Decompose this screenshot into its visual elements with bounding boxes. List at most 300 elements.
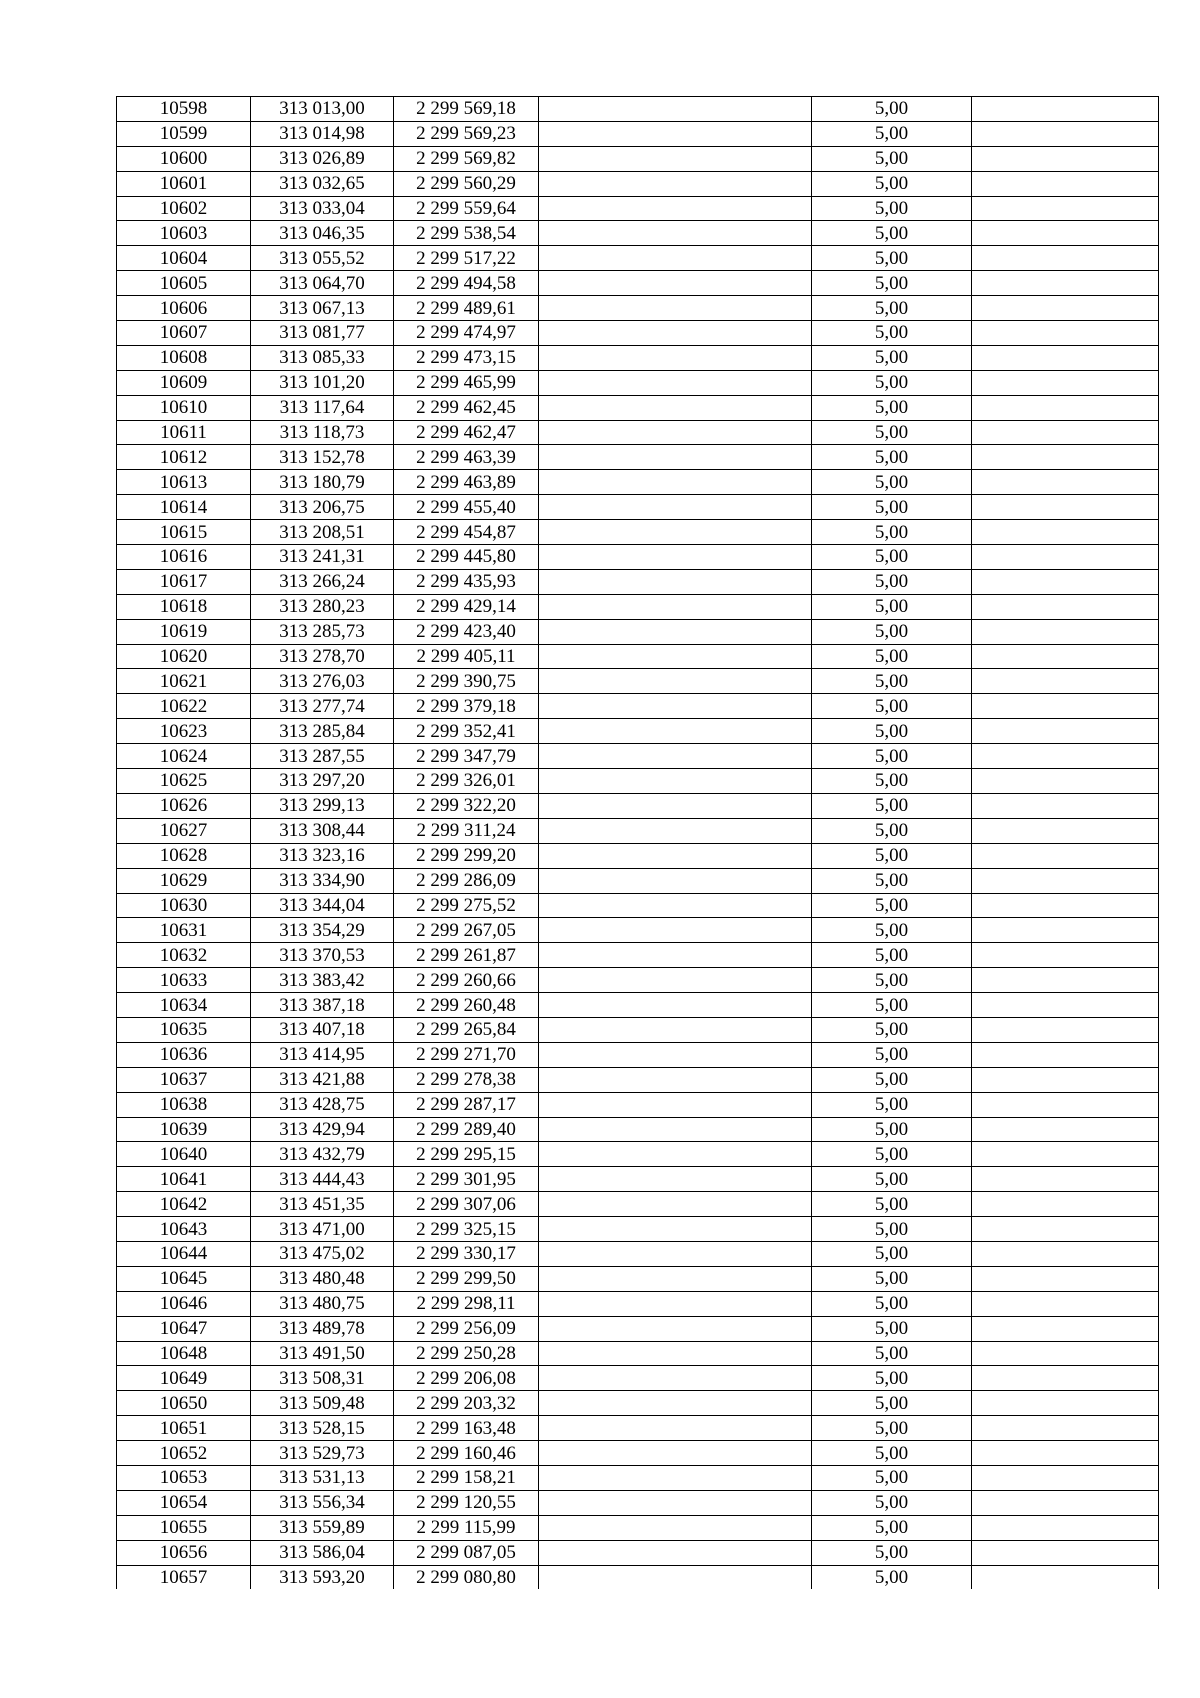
x-coordinate-cell: 313 026,89 [251, 146, 394, 171]
empty-cell [972, 1117, 1159, 1142]
x-coordinate-cell: 313 033,04 [251, 196, 394, 221]
value-cell: 5,00 [812, 1366, 972, 1391]
table-row [117, 769, 1159, 794]
empty-cell [539, 569, 812, 594]
value-cell: 5,00 [812, 569, 972, 594]
value-cell: 5,00 [812, 993, 972, 1018]
value-cell: 5,00 [812, 1291, 972, 1316]
y-coordinate-cell: 2 299 435,93 [394, 569, 539, 594]
empty-cell [972, 569, 1159, 594]
value-cell: 5,00 [812, 1441, 972, 1466]
empty-cell [539, 1540, 812, 1565]
empty-cell [539, 769, 812, 794]
point-number-cell: 10600 [117, 146, 251, 171]
y-coordinate-cell: 2 299 473,15 [394, 345, 539, 370]
point-number-cell: 10623 [117, 719, 251, 744]
x-coordinate-cell: 313 480,75 [251, 1291, 394, 1316]
table-row [117, 495, 1159, 520]
empty-cell [539, 1441, 812, 1466]
table-row [117, 345, 1159, 370]
point-number-cell: 10632 [117, 943, 251, 968]
point-number-cell: 10605 [117, 271, 251, 296]
value-cell: 5,00 [812, 545, 972, 570]
empty-cell [539, 1067, 812, 1092]
empty-cell [972, 1316, 1159, 1341]
y-coordinate-cell: 2 299 286,09 [394, 868, 539, 893]
value-cell: 5,00 [812, 1515, 972, 1540]
empty-cell [539, 993, 812, 1018]
value-cell: 5,00 [812, 1391, 972, 1416]
point-number-cell: 10613 [117, 470, 251, 495]
empty-cell [539, 1515, 812, 1540]
point-number-cell: 10608 [117, 345, 251, 370]
empty-cell [539, 520, 812, 545]
empty-cell [539, 1092, 812, 1117]
empty-cell [972, 520, 1159, 545]
value-cell: 5,00 [812, 694, 972, 719]
value-cell: 5,00 [812, 1341, 972, 1366]
table-row [117, 121, 1159, 146]
point-number-cell: 10646 [117, 1291, 251, 1316]
y-coordinate-cell: 2 299 538,54 [394, 221, 539, 246]
value-cell: 5,00 [812, 345, 972, 370]
y-coordinate-cell: 2 299 322,20 [394, 793, 539, 818]
point-number-cell: 10624 [117, 744, 251, 769]
empty-cell [972, 818, 1159, 843]
point-number-cell: 10633 [117, 968, 251, 993]
y-coordinate-cell: 2 299 379,18 [394, 694, 539, 719]
point-number-cell: 10627 [117, 818, 251, 843]
x-coordinate-cell: 313 046,35 [251, 221, 394, 246]
value-cell: 5,00 [812, 321, 972, 346]
x-coordinate-cell: 313 529,73 [251, 1441, 394, 1466]
value-cell: 5,00 [812, 296, 972, 321]
value-cell: 5,00 [812, 793, 972, 818]
x-coordinate-cell: 313 428,75 [251, 1092, 394, 1117]
point-number-cell: 10630 [117, 893, 251, 918]
x-coordinate-cell: 313 297,20 [251, 769, 394, 794]
point-number-cell: 10609 [117, 370, 251, 395]
value-cell: 5,00 [812, 744, 972, 769]
table-row [117, 321, 1159, 346]
empty-cell [972, 146, 1159, 171]
point-number-cell: 10625 [117, 769, 251, 794]
empty-cell [539, 1117, 812, 1142]
y-coordinate-cell: 2 299 160,46 [394, 1441, 539, 1466]
point-number-cell: 10657 [117, 1565, 251, 1589]
value-cell: 5,00 [812, 1142, 972, 1167]
table-row [117, 271, 1159, 296]
empty-cell [972, 868, 1159, 893]
empty-cell [972, 769, 1159, 794]
x-coordinate-cell: 313 556,34 [251, 1490, 394, 1515]
x-coordinate-cell: 313 414,95 [251, 1042, 394, 1067]
point-number-cell: 10631 [117, 918, 251, 943]
empty-cell [972, 968, 1159, 993]
table-row [117, 594, 1159, 619]
table-row [117, 221, 1159, 246]
empty-cell [539, 470, 812, 495]
y-coordinate-cell: 2 299 203,32 [394, 1391, 539, 1416]
x-coordinate-cell: 313 323,16 [251, 843, 394, 868]
x-coordinate-cell: 313 451,35 [251, 1192, 394, 1217]
empty-cell [539, 793, 812, 818]
coordinates-table [116, 96, 1159, 1589]
empty-cell [972, 744, 1159, 769]
value-cell: 5,00 [812, 918, 972, 943]
y-coordinate-cell: 2 299 087,05 [394, 1540, 539, 1565]
x-coordinate-cell: 313 480,48 [251, 1266, 394, 1291]
table-row [117, 1316, 1159, 1341]
y-coordinate-cell: 2 299 463,39 [394, 445, 539, 470]
table-row [117, 793, 1159, 818]
empty-cell [539, 146, 812, 171]
point-number-cell: 10621 [117, 669, 251, 694]
point-number-cell: 10604 [117, 246, 251, 271]
table-row [117, 171, 1159, 196]
y-coordinate-cell: 2 299 474,97 [394, 321, 539, 346]
x-coordinate-cell: 313 055,52 [251, 246, 394, 271]
value-cell: 5,00 [812, 968, 972, 993]
table-row [117, 1217, 1159, 1242]
empty-cell [539, 1142, 812, 1167]
empty-cell [972, 669, 1159, 694]
y-coordinate-cell: 2 299 429,14 [394, 594, 539, 619]
empty-cell [972, 1042, 1159, 1067]
point-number-cell: 10615 [117, 520, 251, 545]
value-cell: 5,00 [812, 619, 972, 644]
point-number-cell: 10654 [117, 1490, 251, 1515]
y-coordinate-cell: 2 299 569,23 [394, 121, 539, 146]
y-coordinate-cell: 2 299 517,22 [394, 246, 539, 271]
point-number-cell: 10652 [117, 1441, 251, 1466]
empty-cell [972, 1465, 1159, 1490]
empty-cell [972, 445, 1159, 470]
y-coordinate-cell: 2 299 265,84 [394, 1017, 539, 1042]
y-coordinate-cell: 2 299 271,70 [394, 1042, 539, 1067]
x-coordinate-cell: 313 280,23 [251, 594, 394, 619]
empty-cell [972, 370, 1159, 395]
empty-cell [972, 321, 1159, 346]
value-cell: 5,00 [812, 1167, 972, 1192]
x-coordinate-cell: 313 285,73 [251, 619, 394, 644]
table-row [117, 246, 1159, 271]
y-coordinate-cell: 2 299 295,15 [394, 1142, 539, 1167]
y-coordinate-cell: 2 299 465,99 [394, 370, 539, 395]
value-cell: 5,00 [812, 893, 972, 918]
x-coordinate-cell: 313 354,29 [251, 918, 394, 943]
empty-cell [972, 1217, 1159, 1242]
y-coordinate-cell: 2 299 330,17 [394, 1241, 539, 1266]
x-coordinate-cell: 313 067,13 [251, 296, 394, 321]
x-coordinate-cell: 313 278,70 [251, 644, 394, 669]
value-cell: 5,00 [812, 843, 972, 868]
table-row [117, 744, 1159, 769]
empty-cell [972, 495, 1159, 520]
x-coordinate-cell: 313 180,79 [251, 470, 394, 495]
value-cell: 5,00 [812, 644, 972, 669]
x-coordinate-cell: 313 241,31 [251, 545, 394, 570]
x-coordinate-cell: 313 387,18 [251, 993, 394, 1018]
table-row [117, 196, 1159, 221]
empty-cell [539, 221, 812, 246]
y-coordinate-cell: 2 299 423,40 [394, 619, 539, 644]
point-number-cell: 10649 [117, 1366, 251, 1391]
empty-cell [972, 271, 1159, 296]
point-number-cell: 10602 [117, 196, 251, 221]
empty-cell [539, 1316, 812, 1341]
empty-cell [539, 545, 812, 570]
x-coordinate-cell: 313 407,18 [251, 1017, 394, 1042]
table-row [117, 470, 1159, 495]
empty-cell [539, 345, 812, 370]
empty-cell [539, 395, 812, 420]
empty-cell [972, 619, 1159, 644]
value-cell: 5,00 [812, 420, 972, 445]
empty-cell [539, 1341, 812, 1366]
table-row [117, 1416, 1159, 1441]
point-number-cell: 10612 [117, 445, 251, 470]
point-number-cell: 10651 [117, 1416, 251, 1441]
y-coordinate-cell: 2 299 267,05 [394, 918, 539, 943]
x-coordinate-cell: 313 101,20 [251, 370, 394, 395]
empty-cell [972, 694, 1159, 719]
y-coordinate-cell: 2 299 352,41 [394, 719, 539, 744]
y-coordinate-cell: 2 299 261,87 [394, 943, 539, 968]
empty-cell [539, 97, 812, 122]
y-coordinate-cell: 2 299 347,79 [394, 744, 539, 769]
y-coordinate-cell: 2 299 390,75 [394, 669, 539, 694]
x-coordinate-cell: 313 308,44 [251, 818, 394, 843]
empty-cell [972, 1565, 1159, 1589]
x-coordinate-cell: 313 432,79 [251, 1142, 394, 1167]
y-coordinate-cell: 2 299 080,80 [394, 1565, 539, 1589]
table-row [117, 843, 1159, 868]
empty-cell [972, 918, 1159, 943]
table-row [117, 445, 1159, 470]
point-number-cell: 10603 [117, 221, 251, 246]
point-number-cell: 10635 [117, 1017, 251, 1042]
empty-cell [539, 694, 812, 719]
table-row [117, 1465, 1159, 1490]
empty-cell [539, 1565, 812, 1589]
empty-cell [972, 1441, 1159, 1466]
y-coordinate-cell: 2 299 569,82 [394, 146, 539, 171]
table-row [117, 395, 1159, 420]
table-row [117, 1117, 1159, 1142]
x-coordinate-cell: 313 206,75 [251, 495, 394, 520]
empty-cell [972, 1092, 1159, 1117]
empty-cell [972, 843, 1159, 868]
table-row [117, 1341, 1159, 1366]
y-coordinate-cell: 2 299 569,18 [394, 97, 539, 122]
x-coordinate-cell: 313 266,24 [251, 569, 394, 594]
empty-cell [972, 1067, 1159, 1092]
x-coordinate-cell: 313 559,89 [251, 1515, 394, 1540]
y-coordinate-cell: 2 299 260,66 [394, 968, 539, 993]
point-number-cell: 10610 [117, 395, 251, 420]
value-cell: 5,00 [812, 1565, 972, 1589]
value-cell: 5,00 [812, 196, 972, 221]
empty-cell [539, 121, 812, 146]
y-coordinate-cell: 2 299 559,64 [394, 196, 539, 221]
empty-cell [972, 1266, 1159, 1291]
table-row [117, 146, 1159, 171]
table-row [117, 420, 1159, 445]
point-number-cell: 10650 [117, 1391, 251, 1416]
x-coordinate-cell: 313 081,77 [251, 321, 394, 346]
y-coordinate-cell: 2 299 299,20 [394, 843, 539, 868]
x-coordinate-cell: 313 508,31 [251, 1366, 394, 1391]
point-number-cell: 10634 [117, 993, 251, 1018]
table-row [117, 97, 1159, 122]
y-coordinate-cell: 2 299 289,40 [394, 1117, 539, 1142]
empty-cell [539, 1192, 812, 1217]
x-coordinate-cell: 313 032,65 [251, 171, 394, 196]
empty-cell [539, 1217, 812, 1242]
empty-cell [972, 345, 1159, 370]
table-row [117, 818, 1159, 843]
empty-cell [539, 445, 812, 470]
x-coordinate-cell: 313 285,84 [251, 719, 394, 744]
point-number-cell: 10643 [117, 1217, 251, 1242]
y-coordinate-cell: 2 299 299,50 [394, 1266, 539, 1291]
point-number-cell: 10642 [117, 1192, 251, 1217]
empty-cell [972, 470, 1159, 495]
empty-cell [539, 594, 812, 619]
value-cell: 5,00 [812, 246, 972, 271]
y-coordinate-cell: 2 299 326,01 [394, 769, 539, 794]
value-cell: 5,00 [812, 1192, 972, 1217]
table-row [117, 569, 1159, 594]
empty-cell [972, 1540, 1159, 1565]
empty-cell [539, 719, 812, 744]
x-coordinate-cell: 313 064,70 [251, 271, 394, 296]
x-coordinate-cell: 313 491,50 [251, 1341, 394, 1366]
value-cell: 5,00 [812, 271, 972, 296]
table-row [117, 1515, 1159, 1540]
y-coordinate-cell: 2 299 463,89 [394, 470, 539, 495]
y-coordinate-cell: 2 299 163,48 [394, 1416, 539, 1441]
empty-cell [972, 97, 1159, 122]
table-row [117, 296, 1159, 321]
table-row [117, 1391, 1159, 1416]
table-row [117, 993, 1159, 1018]
table-row [117, 1167, 1159, 1192]
y-coordinate-cell: 2 299 250,28 [394, 1341, 539, 1366]
point-number-cell: 10644 [117, 1241, 251, 1266]
x-coordinate-cell: 313 334,90 [251, 868, 394, 893]
empty-cell [972, 1017, 1159, 1042]
x-coordinate-cell: 313 287,55 [251, 744, 394, 769]
table-row [117, 1142, 1159, 1167]
table-row [117, 1291, 1159, 1316]
x-coordinate-cell: 313 277,74 [251, 694, 394, 719]
value-cell: 5,00 [812, 1067, 972, 1092]
empty-cell [972, 221, 1159, 246]
point-number-cell: 10606 [117, 296, 251, 321]
table-row [117, 694, 1159, 719]
x-coordinate-cell: 313 383,42 [251, 968, 394, 993]
point-number-cell: 10656 [117, 1540, 251, 1565]
empty-cell [972, 1366, 1159, 1391]
empty-cell [539, 1391, 812, 1416]
y-coordinate-cell: 2 299 462,47 [394, 420, 539, 445]
table-row [117, 1017, 1159, 1042]
x-coordinate-cell: 313 471,00 [251, 1217, 394, 1242]
y-coordinate-cell: 2 299 298,11 [394, 1291, 539, 1316]
point-number-cell: 10641 [117, 1167, 251, 1192]
value-cell: 5,00 [812, 1490, 972, 1515]
point-number-cell: 10599 [117, 121, 251, 146]
empty-cell [539, 843, 812, 868]
empty-cell [972, 1142, 1159, 1167]
empty-cell [972, 1341, 1159, 1366]
empty-cell [972, 171, 1159, 196]
value-cell: 5,00 [812, 1117, 972, 1142]
value-cell: 5,00 [812, 818, 972, 843]
point-number-cell: 10655 [117, 1515, 251, 1540]
table-row [117, 868, 1159, 893]
value-cell: 5,00 [812, 1316, 972, 1341]
value-cell: 5,00 [812, 1217, 972, 1242]
x-coordinate-cell: 313 370,53 [251, 943, 394, 968]
y-coordinate-cell: 2 299 494,58 [394, 271, 539, 296]
empty-cell [539, 495, 812, 520]
empty-cell [972, 793, 1159, 818]
y-coordinate-cell: 2 299 115,99 [394, 1515, 539, 1540]
x-coordinate-cell: 313 531,13 [251, 1465, 394, 1490]
empty-cell [539, 1266, 812, 1291]
empty-cell [539, 246, 812, 271]
value-cell: 5,00 [812, 1465, 972, 1490]
value-cell: 5,00 [812, 495, 972, 520]
empty-cell [539, 420, 812, 445]
empty-cell [972, 1241, 1159, 1266]
point-number-cell: 10601 [117, 171, 251, 196]
y-coordinate-cell: 2 299 275,52 [394, 893, 539, 918]
empty-cell [972, 1490, 1159, 1515]
x-coordinate-cell: 313 013,00 [251, 97, 394, 122]
x-coordinate-cell: 313 475,02 [251, 1241, 394, 1266]
x-coordinate-cell: 313 593,20 [251, 1565, 394, 1589]
y-coordinate-cell: 2 299 158,21 [394, 1465, 539, 1490]
value-cell: 5,00 [812, 1042, 972, 1067]
y-coordinate-cell: 2 299 560,29 [394, 171, 539, 196]
empty-cell [972, 1291, 1159, 1316]
y-coordinate-cell: 2 299 462,45 [394, 395, 539, 420]
empty-cell [539, 918, 812, 943]
x-coordinate-cell: 313 489,78 [251, 1316, 394, 1341]
value-cell: 5,00 [812, 395, 972, 420]
point-number-cell: 10648 [117, 1341, 251, 1366]
table-row [117, 1490, 1159, 1515]
table-row [117, 1266, 1159, 1291]
table-row [117, 1092, 1159, 1117]
y-coordinate-cell: 2 299 260,48 [394, 993, 539, 1018]
empty-cell [539, 321, 812, 346]
empty-cell [972, 420, 1159, 445]
y-coordinate-cell: 2 299 455,40 [394, 495, 539, 520]
point-number-cell: 10639 [117, 1117, 251, 1142]
empty-cell [539, 619, 812, 644]
empty-cell [972, 1192, 1159, 1217]
x-coordinate-cell: 313 299,13 [251, 793, 394, 818]
point-number-cell: 10617 [117, 569, 251, 594]
empty-cell [972, 395, 1159, 420]
point-number-cell: 10645 [117, 1266, 251, 1291]
table-row [117, 669, 1159, 694]
